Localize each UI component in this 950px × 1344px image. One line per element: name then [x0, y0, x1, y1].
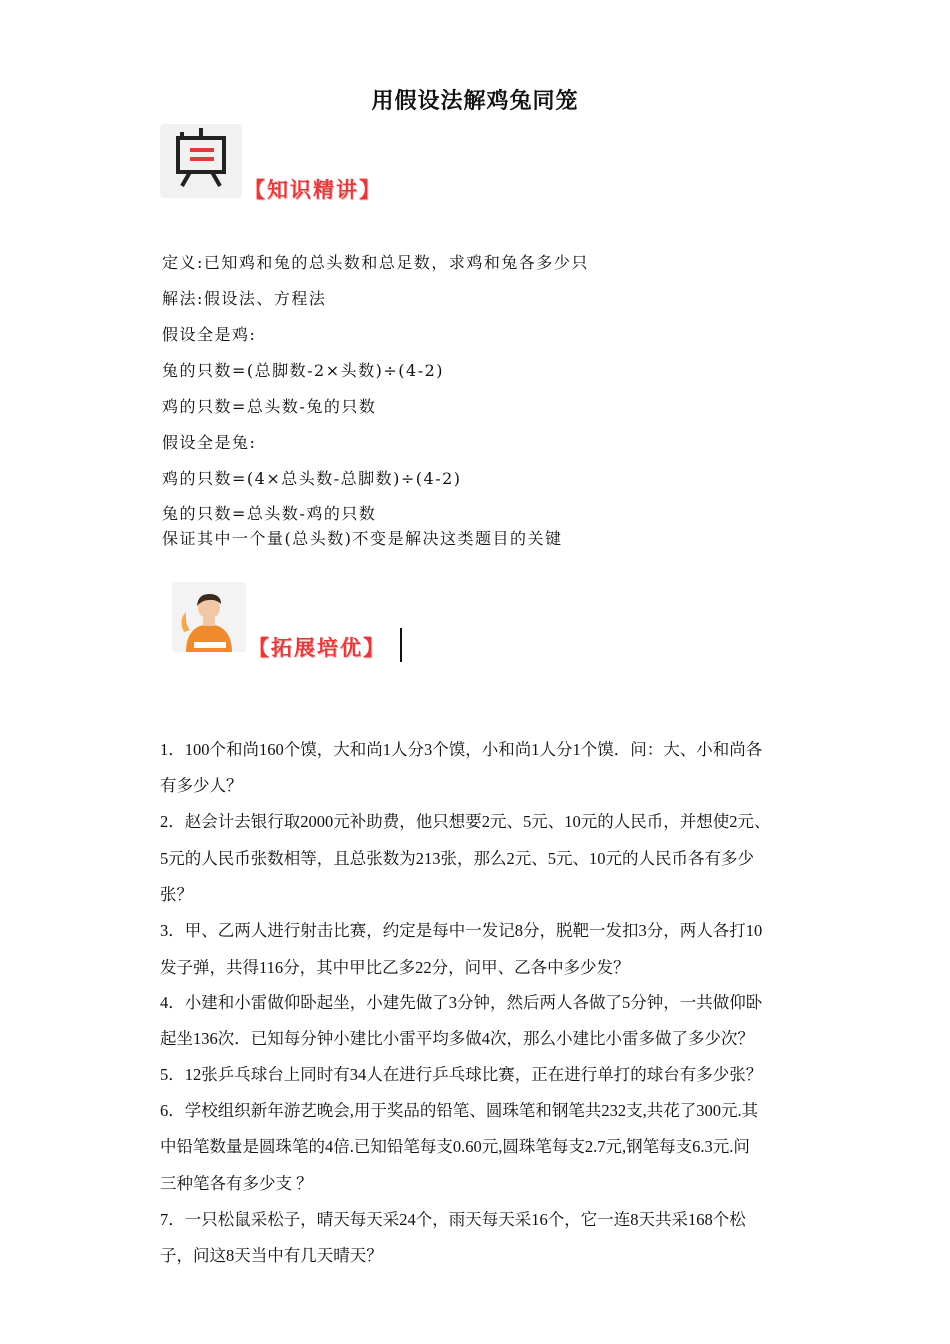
- question-line: 3．甲、乙两人进行射击比赛，约定是每中一发记8分，脱靶一发扣3分，两人各打10: [160, 921, 763, 940]
- section-label-extension: 【拓展培优】: [248, 636, 386, 660]
- question-line: 有多少人？: [160, 776, 243, 795]
- question-line: 1．100个和尚160个馍，大和尚1人分3个馍，小和尚1人分1个馍．问：大、小和尚各: [160, 740, 763, 759]
- question-line: 张？: [160, 885, 193, 904]
- question-line: 起坐136次．已知每分钟小建比小雷平均多做4次，那么小建比小雷多做了多少次？: [160, 1029, 754, 1048]
- formula-line: 鸡的只数=(4×总头数-总脚数)÷(4-2): [162, 469, 462, 488]
- assumption-chicken-line: 假设全是鸡:: [162, 325, 257, 344]
- question-line: 7．一只松鼠采松子，晴天每天采24个，雨天每天采16个，它一连8天共采168个松: [160, 1210, 746, 1229]
- question-line: 5．12张乒乓球台上同时有34人在进行乒乓球比赛，正在进行单打的球台有多少张？: [160, 1065, 763, 1084]
- question-line: 发子弹，共得116分，其中甲比乙多22分，问甲、乙各中多少发？: [160, 958, 630, 977]
- section-label-knowledge: 【知识精讲】: [244, 178, 382, 202]
- formula-line: 兔的只数=总头数-鸡的只数: [162, 504, 377, 523]
- definition-line: 定义:已知鸡和兔的总头数和总足数，求鸡和兔各多少只: [162, 253, 589, 272]
- question-line: 三种笔各有多少支 ？: [160, 1174, 313, 1193]
- question-line: 4．小建和小雷做仰卧起坐，小建先做了3分钟，然后两人各做了5分钟，一共做仰卧: [160, 993, 763, 1012]
- assumption-rabbit-line: 假设全是兔:: [162, 433, 257, 452]
- key-point-line: 保证其中一个量(总头数)不变是解决这类题目的关键: [162, 529, 563, 548]
- question-line: 中铅笔数量是圆珠笔的4倍.已知铅笔每支0.60元,圆珠笔每支2.7元,钢笔每支6.3元.问: [160, 1137, 750, 1156]
- page-title: 用假设法解鸡兔同笼: [371, 89, 579, 114]
- text-cursor: [400, 628, 402, 662]
- presentation-board-icon: [160, 124, 242, 198]
- formula-line: 兔的只数=(总脚数-2×头数)÷(4-2): [162, 361, 445, 380]
- question-line: 2．赵会计去银行取2000元补助费，他只想要2元、5元、10元的人民币，并想使2元、: [160, 812, 771, 831]
- method-line: 解法:假设法、方程法: [162, 289, 327, 308]
- question-line: 5元的人民币张数相等，且总张数为213张，那么2元、5元、10元的人民币各有多少: [160, 849, 754, 868]
- formula-line: 鸡的只数=总头数-兔的只数: [162, 397, 377, 416]
- question-line: 6．学校组织新年游艺晚会,用于奖品的铅笔、圆珠笔和钢笔共232支,共花了300元.其: [160, 1101, 759, 1120]
- question-line: 子，问这8天当中有几天晴天？: [160, 1246, 383, 1265]
- teacher-avatar-icon: [172, 582, 246, 652]
